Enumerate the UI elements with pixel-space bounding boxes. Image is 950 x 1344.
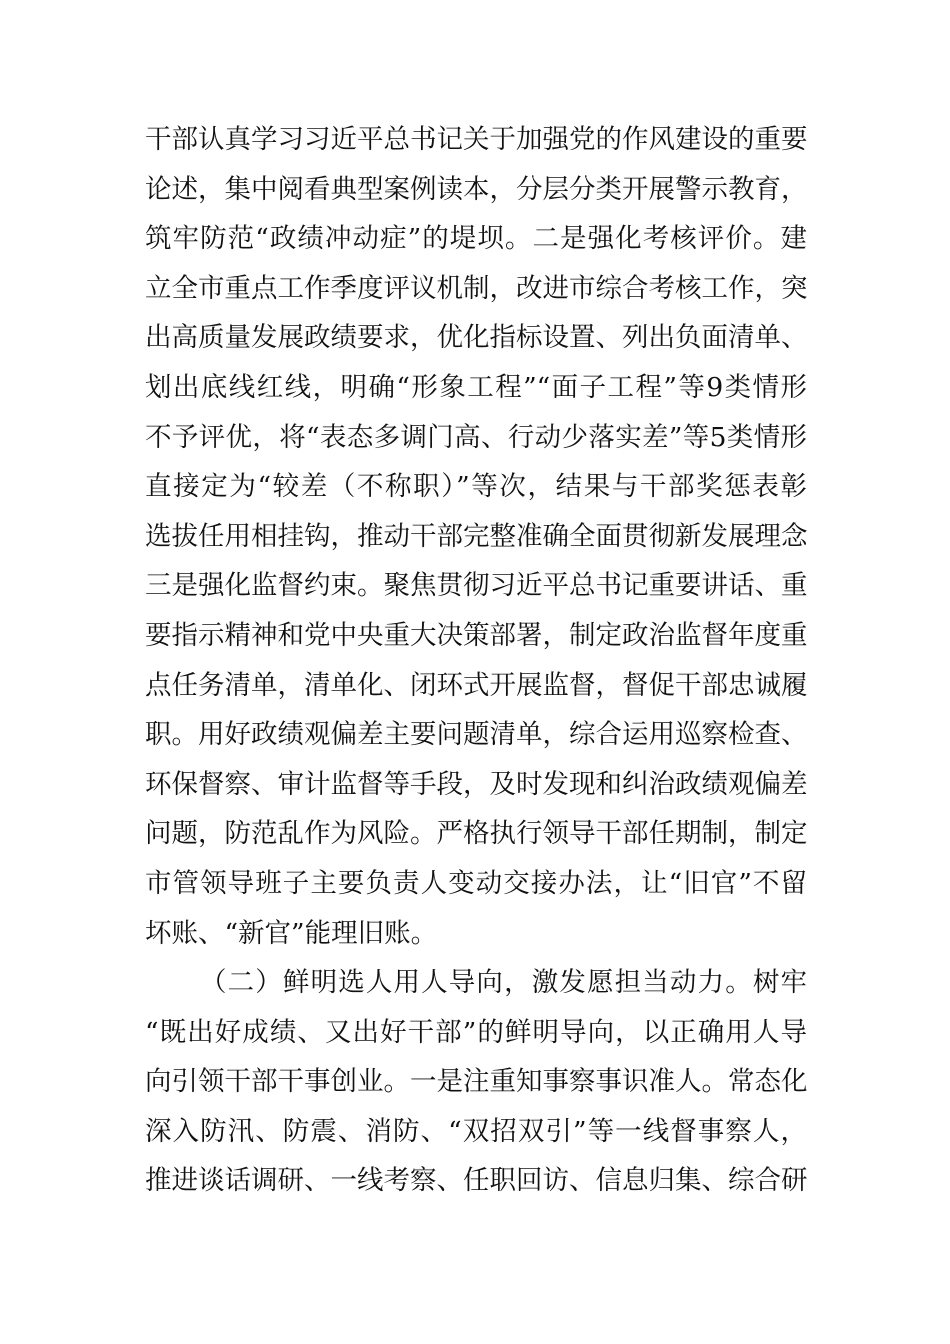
text-line: 论述，集中阅看典型案例读本，分层分类开展警示教育，	[145, 173, 808, 205]
text-line: 推进谈话调研、一线考察、任职回访、信息归集、综合研	[145, 1165, 808, 1197]
text-line: 向引领干部干事创业。一是注重知事察事识准人。常态化	[145, 1066, 808, 1098]
section-heading-line: （二）鲜明选人用人导向，激发愿担当动力。树牢	[200, 967, 807, 999]
text-line: 立全市重点工作季度评议机制，改进市综合考核工作，突	[145, 272, 808, 304]
text-line: 三是强化监督约束。聚焦贯彻习近平总书记重要讲话、重	[145, 570, 808, 602]
text-line: 环保督察、审计监督等手段，及时发现和纠治政绩观偏差	[145, 768, 808, 800]
text-line: 干部认真学习习近平总书记关于加强党的作风建设的重要	[145, 124, 808, 155]
text-line: 不予评优，将“表态多调门高、行动少落实差”等5类情形	[145, 421, 807, 453]
text-line: 职。用好政绩观偏差主要问题清单，综合运用巡察检查、	[145, 719, 808, 751]
text-line: 点任务清单，清单化、闭环式开展监督，督促干部忠诚履	[145, 669, 808, 701]
text-line: 出高质量发展政绩要求，优化指标设置、列出负面清单、	[145, 322, 808, 354]
text-line: 问题，防范乱作为风险。严格执行领导干部任期制，制定	[145, 818, 808, 850]
paragraph-1	[145, 115, 807, 958]
text-line: 坏账、“新官”能理旧账。	[145, 917, 438, 949]
text-line: 划出底线红线，明确“形象工程”“面子工程”等9类情形	[145, 371, 807, 403]
text-line: “既出好成绩、又出好干部”的鲜明导向，以正确用人导	[145, 1016, 807, 1048]
text-line: 市管领导班子主要负责人变动交接办法，让“旧官”不留	[145, 867, 807, 899]
document-page	[145, 115, 807, 1206]
text-line: 直接定为“较差（不称职）”等次，结果与干部奖惩表彰	[145, 471, 807, 503]
text-line: 筑牢防范“政绩冲动症”的堤坝。二是强化考核评价。建	[145, 223, 807, 255]
text-line: 选拔任用相挂钩，推动干部完整准确全面贯彻新发展理念	[145, 520, 808, 552]
text-line: 深入防汛、防震、消防、“双招双引”等一线督事察人，	[145, 1115, 807, 1147]
paragraph-2	[145, 958, 807, 1206]
text-line: 要指示精神和党中央重大决策部署，制定政治监督年度重	[145, 619, 808, 651]
